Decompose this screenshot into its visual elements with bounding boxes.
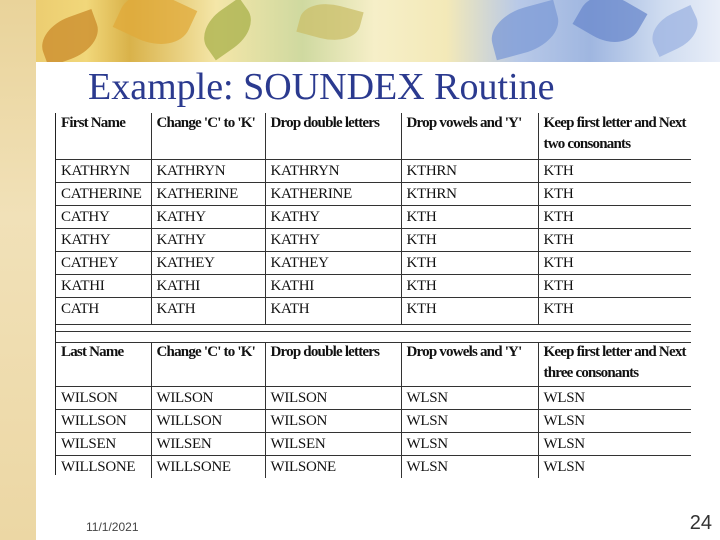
table-row bbox=[56, 229, 691, 252]
table-cell: CATHY bbox=[56, 206, 151, 229]
table-cell: KATHI bbox=[56, 275, 151, 298]
table-cell: KATHEY bbox=[265, 252, 401, 275]
table-cell: KATHY bbox=[265, 206, 401, 229]
table-cell: KATHI bbox=[151, 275, 265, 298]
table-row bbox=[56, 410, 691, 433]
table-cell: WILLSONE bbox=[56, 456, 151, 479]
table-header-cell: Last Name bbox=[56, 342, 151, 387]
table-cell: WLSN bbox=[401, 456, 538, 479]
table-header-cell: Drop vowels and 'Y' bbox=[401, 113, 538, 160]
leaf-decoration bbox=[296, 0, 363, 47]
table-cell: KATHEY bbox=[151, 252, 265, 275]
table-cell: KTH bbox=[538, 229, 691, 252]
table-cell: WILSONE bbox=[265, 456, 401, 479]
leaf-decoration bbox=[573, 0, 648, 54]
table-cell: KTH bbox=[538, 206, 691, 229]
table-cell: WILSEN bbox=[151, 433, 265, 456]
table-cell: KATHRYN bbox=[56, 160, 151, 183]
slide-title: Example: SOUNDEX Routine bbox=[88, 66, 555, 108]
table-cell: WILLSON bbox=[56, 410, 151, 433]
table-cell: KATHERINE bbox=[151, 183, 265, 206]
table-cell: KATH bbox=[265, 298, 401, 325]
table-row bbox=[56, 206, 691, 229]
table-cell: WILLSONE bbox=[151, 456, 265, 479]
table-cell: KATHY bbox=[265, 229, 401, 252]
table-header-cell: Change 'C' to 'K' bbox=[151, 342, 265, 387]
table-row bbox=[56, 275, 691, 298]
table-cell: KTHRN bbox=[401, 160, 538, 183]
leaf-decoration bbox=[113, 0, 198, 56]
table-cell: WILSON bbox=[265, 410, 401, 433]
soundex-table-image bbox=[55, 113, 691, 475]
table-cell: WLSN bbox=[538, 410, 691, 433]
table-cell: KTHRN bbox=[401, 183, 538, 206]
table-cell: WLSN bbox=[401, 433, 538, 456]
table-cell: CATH bbox=[56, 298, 151, 325]
slide-date: 11/1/2021 bbox=[86, 520, 139, 534]
table-row bbox=[56, 298, 691, 325]
table-cell: KATHY bbox=[56, 229, 151, 252]
last-name-table bbox=[56, 342, 691, 478]
decorative-banner bbox=[0, 0, 720, 62]
table-cell: KTH bbox=[401, 298, 538, 325]
first-name-table bbox=[56, 113, 691, 325]
table-cell: WLSN bbox=[401, 410, 538, 433]
leaf-decoration bbox=[645, 5, 705, 57]
table-cell: KATHY bbox=[151, 229, 265, 252]
table-cell: WILSEN bbox=[56, 433, 151, 456]
table-cell: KTH bbox=[538, 298, 691, 325]
table-cell: WILSON bbox=[56, 387, 151, 410]
table-header-cell: Change 'C' to 'K' bbox=[151, 113, 265, 160]
table-cell: KATHY bbox=[151, 206, 265, 229]
table-cell: KATHRYN bbox=[265, 160, 401, 183]
table-cell: KTH bbox=[538, 275, 691, 298]
table-row bbox=[56, 252, 691, 275]
left-decorative-strip bbox=[0, 0, 36, 540]
slide-page-number: 24 bbox=[689, 512, 712, 534]
table-cell: WLSN bbox=[538, 387, 691, 410]
table-cell: KATHERINE bbox=[265, 183, 401, 206]
table-cell: KTH bbox=[538, 183, 691, 206]
table-header-cell: Keep first letter and Next two consonants bbox=[538, 113, 691, 160]
table-cell: WILSON bbox=[265, 387, 401, 410]
table-header-cell: First Name bbox=[56, 113, 151, 160]
table-cell: WLSN bbox=[401, 387, 538, 410]
table-header-cell: Drop double letters bbox=[265, 113, 401, 160]
table-cell: WILSEN bbox=[265, 433, 401, 456]
table-cell: CATHERINE bbox=[56, 183, 151, 206]
table-cell: KTH bbox=[401, 275, 538, 298]
table-cell: KATHI bbox=[265, 275, 401, 298]
table-cell: KATHRYN bbox=[151, 160, 265, 183]
table-cell: WLSN bbox=[538, 433, 691, 456]
table-row bbox=[56, 433, 691, 456]
table-cell: WILLSON bbox=[151, 410, 265, 433]
table-cell: KATH bbox=[151, 298, 265, 325]
table-header-cell: Drop vowels and 'Y' bbox=[401, 342, 538, 387]
table-row bbox=[56, 183, 691, 206]
table-cell: KTH bbox=[538, 160, 691, 183]
table-row bbox=[56, 387, 691, 410]
table-cell: KTH bbox=[401, 229, 538, 252]
table-header-cell: Drop double letters bbox=[265, 342, 401, 387]
table-cell: WILSON bbox=[151, 387, 265, 410]
table-row bbox=[56, 160, 691, 183]
leaf-decoration bbox=[485, 0, 564, 60]
table-cell: CATHEY bbox=[56, 252, 151, 275]
table-header-cell: Keep first letter and Next three consonants bbox=[538, 342, 691, 387]
table-cell: KTH bbox=[538, 252, 691, 275]
table-cell: WLSN bbox=[543, 459, 585, 475]
table-cell: KTH bbox=[401, 252, 538, 275]
table-header-row bbox=[56, 342, 691, 387]
table-row bbox=[56, 456, 691, 479]
table-header-row bbox=[56, 113, 691, 160]
table-cell: KTH bbox=[401, 206, 538, 229]
leaf-decoration bbox=[35, 9, 105, 62]
leaf-decoration bbox=[194, 0, 261, 60]
